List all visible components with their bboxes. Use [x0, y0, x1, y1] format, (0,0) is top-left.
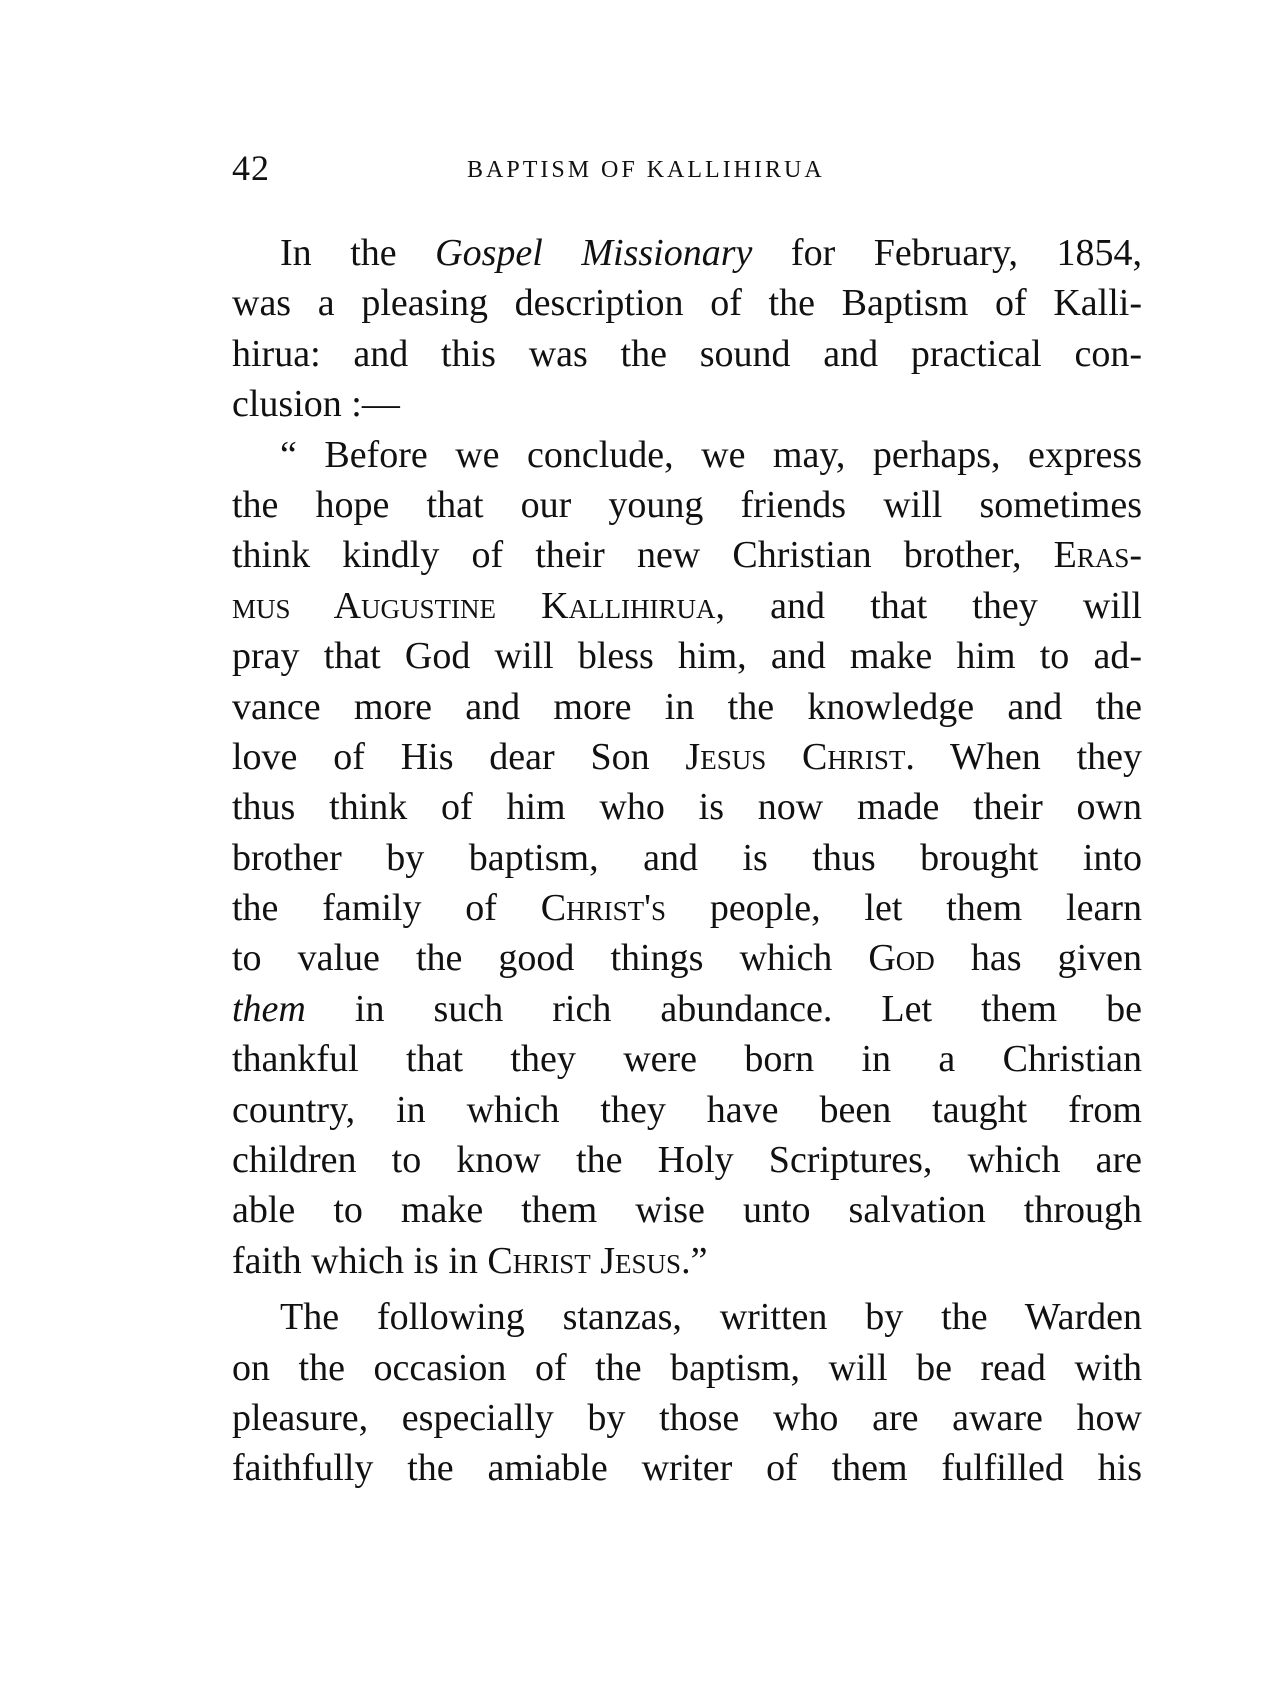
text-line: vance more and more in the knowledge and the: [232, 685, 1142, 728]
text-line: brother by baptism, and is thus brought into: [232, 836, 1142, 879]
page-header: [232, 148, 1142, 188]
text-line: them in such rich abundance. Let them be: [232, 987, 1142, 1030]
text-line: The following stanzas, written by the Warden: [280, 1296, 1142, 1339]
text-line: was a pleasing description of the Baptism of Kalli-: [232, 282, 1142, 325]
text-line: think kindly of their new Christian brother, Eras-: [232, 534, 1142, 577]
text-line: faithfully the amiable writer of them fulfilled his: [232, 1447, 1142, 1490]
paragraph-gospel-missionary: [232, 228, 1142, 430]
text-line: on the occasion of the baptism, will be read with: [232, 1346, 1142, 1389]
text-line: pleasure, especially by those who are aware how: [232, 1396, 1142, 1439]
text-line: pray that God will bless him, and make him to ad-: [232, 635, 1142, 678]
italic-title: Gospel Missionary: [435, 232, 753, 274]
running-title: BAPTISM OF KALLIHIRUA: [467, 157, 825, 183]
text-line: hirua: and this was the sound and practical con-: [232, 332, 1142, 375]
page-body: [232, 228, 1142, 1494]
text-line: country, in which they have been taught from: [232, 1088, 1142, 1131]
page-number: 42: [232, 148, 270, 188]
text-line: children to know the Holy Scriptures, which are: [232, 1139, 1142, 1182]
text-line: to value the good things which God has given: [232, 937, 1142, 980]
paragraph-stanzas-intro: [232, 1292, 1142, 1494]
text-line: thankful that they were born in a Christian: [232, 1038, 1142, 1081]
text-line: able to make them wise unto salvation through: [232, 1189, 1142, 1232]
text-line: thus think of him who is now made their own: [232, 786, 1142, 829]
text-line: the family of Christ's people, let them learn: [232, 887, 1142, 930]
text-line: In the Gospel Missionary for February, 1854,: [280, 232, 1143, 274]
text-line: clusion :—: [232, 383, 400, 426]
text-line: the hope that our young friends will sometimes: [232, 483, 1142, 526]
text-line: faith which is in Christ Jesus.”: [232, 1239, 708, 1282]
text-line: “ Before we conclude, we may, perhaps, express: [280, 433, 1142, 476]
paragraph-quotation: [232, 430, 1142, 1287]
text-line: love of His dear Son Jesus Christ. When they: [232, 735, 1142, 778]
text-line: mus Augustine Kallihirua, and that they will: [232, 584, 1142, 627]
